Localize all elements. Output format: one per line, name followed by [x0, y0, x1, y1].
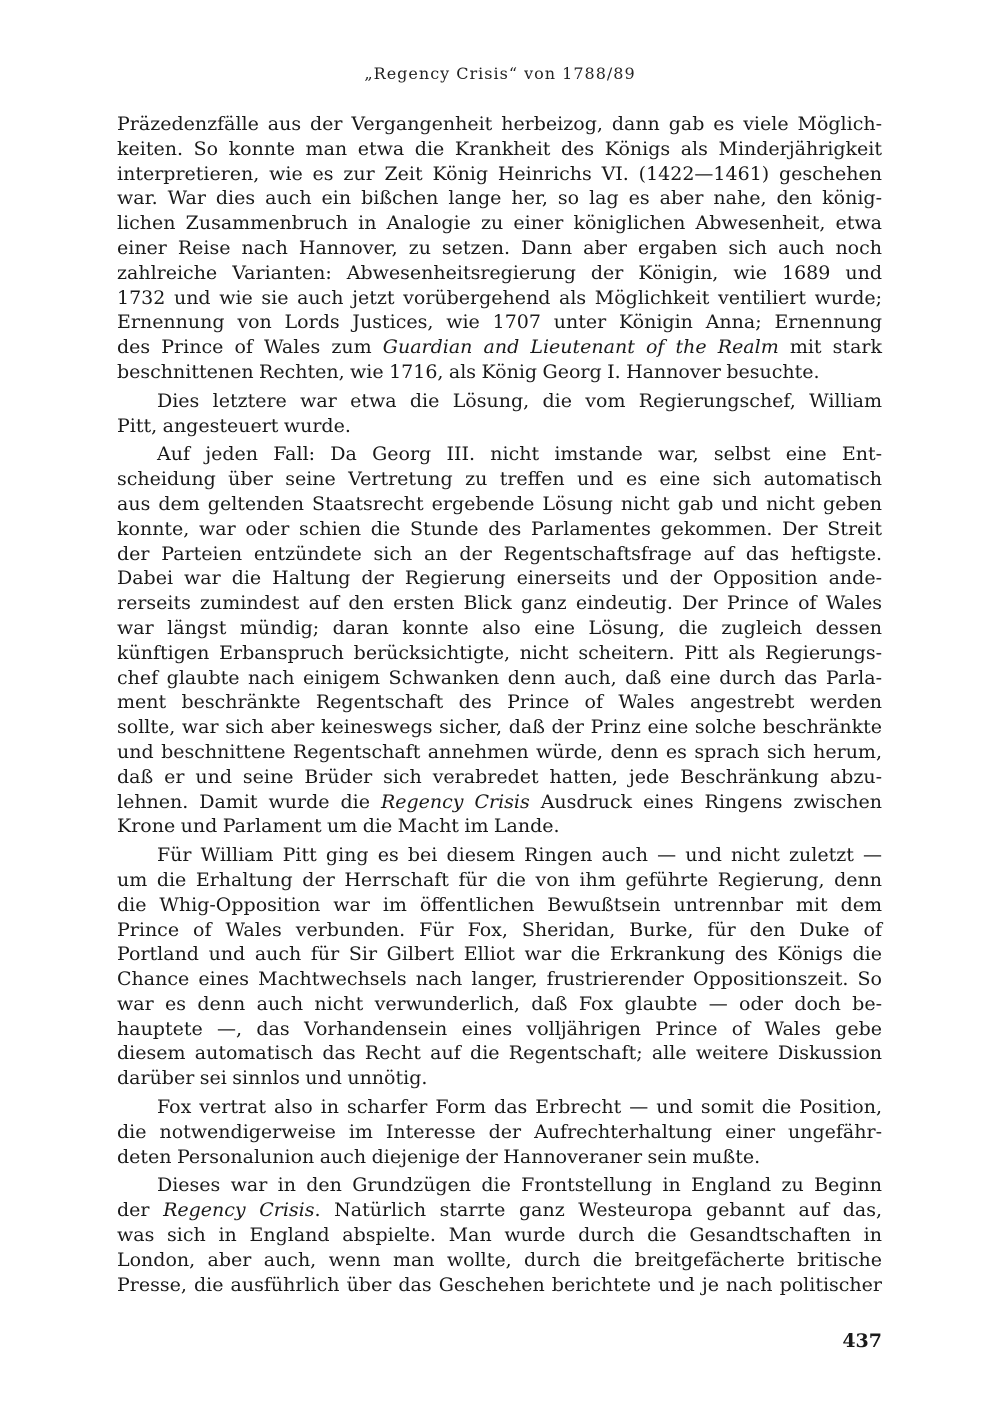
text-line: Pitt, angesteuert wurde.	[117, 414, 351, 437]
paragraph	[117, 1173, 882, 1297]
text-line: der Parteien entzündete sich an der Regentschaftsfrage auf das heftigste.	[117, 542, 882, 565]
paragraph	[117, 112, 882, 385]
text-line: war längst mündig; daran konnte also eine Lösung, die zugleich dessen	[117, 616, 882, 639]
text-line: scheidung über seine Vertretung zu treffen und es eine sich automatisch	[117, 468, 882, 491]
paragraph	[117, 843, 882, 1091]
text-line: Krone und Parlament um die Macht im Lande.	[117, 815, 560, 838]
text-line: Auf jeden Fall: Da Georg III. nicht imstande war, selbst eine Ent-	[157, 443, 882, 466]
text-line: Portland und auch für Sir Gilbert Elliot war die Erkrankung des Königs die	[117, 943, 882, 966]
text-line: was sich in England abspielte. Man wurde durch die Gesandtschaften in	[117, 1224, 882, 1247]
text-line: Präzedenzfälle aus der Vergangenheit herbeizog, dann gab es viele Möglich-	[117, 113, 882, 135]
text-line: deten Personalunion auch diejenige der Hannoveraner sein mußte.	[117, 1145, 761, 1168]
text-line: konnte, war oder schien die Stunde des Parlamentes gekommen. Der Streit	[117, 517, 882, 540]
paragraph	[117, 389, 882, 439]
text-line: aus dem geltenden Staatsrecht ergebende Lösung nicht gab und nicht geben	[117, 492, 882, 515]
italic-title: Regency Crisis	[163, 1199, 315, 1222]
text-line: des Prince of Wales zum Guardian and Lieutenant of the Realm mit stark	[117, 336, 882, 359]
text-line: keiten. So konnte man etwa die Krankheit des Königs als Minderjährigkeit	[117, 137, 882, 160]
text-line: diesem automatisch das Recht auf die Regentschaft; alle weitere Diskussion	[117, 1042, 882, 1065]
running-head: „Regency Crisis“ von 1788/89	[364, 64, 636, 83]
text-line: einer Reise nach Hannover, zu setzen. Dann aber ergaben sich auch noch	[117, 236, 882, 259]
text-line: darüber sei sinnlos und unnötig.	[117, 1067, 428, 1090]
text-line: und beschnittene Regentschaft annehmen würde, denn es sprach sich herum,	[117, 740, 882, 763]
text-line: war. War dies auch ein bißchen lange her, so lag es aber nahe, den könig-	[117, 187, 882, 210]
text-line: Chance eines Machtwechsels nach langer, frustrierender Oppositionszeit. So	[117, 968, 882, 991]
text-line: rerseits zumindest auf den ersten Blick ganz eindeutig. Der Prince of Wales	[117, 592, 882, 615]
text-line: lehnen. Damit wurde die Regency Crisis Ausdruck eines Ringens zwischen	[117, 790, 882, 813]
text-line: Dieses war in den Grundzügen die Frontstellung in England zu Beginn	[157, 1174, 882, 1197]
text-line: Fox vertrat also in scharfer Form das Erbrecht — und somit die Position,	[157, 1096, 882, 1119]
italic-title: Regency Crisis	[380, 790, 530, 813]
text-line: daß er und seine Brüder sich verabredet hatten, jede Beschränkung abzu-	[117, 765, 882, 788]
text-line: ment beschränkte Regentschaft des Prince of Wales angestrebt werden	[117, 691, 882, 714]
text-line: Prince of Wales verbunden. Für Fox, Sheridan, Burke, für den Duke of	[117, 918, 882, 941]
text-line: künftigen Erbanspruch berücksichtigte, nicht scheitern. Pitt als Regierungs-	[117, 641, 882, 664]
text-line: 1732 und wie sie auch jetzt vorübergehend als Möglichkeit ventiliert wurde;	[117, 286, 882, 309]
text-line: Für William Pitt ging es bei diesem Ringen auch — und nicht zuletzt —	[157, 844, 882, 867]
text-line: London, aber auch, wenn man wollte, durch die breitgefächerte britische	[117, 1248, 882, 1271]
text-line: beschnittenen Rechten, wie 1716, als König Georg I. Hannover besuchte.	[117, 360, 820, 383]
text-line: um die Erhaltung der Herrschaft für die von ihm geführte Regierung, denn	[117, 868, 882, 891]
text-line: lichen Zusammenbruch in Analogie zu einer königlichen Abwesenheit, etwa	[117, 212, 882, 235]
paragraph	[117, 1095, 882, 1169]
italic-title: Guardian and Lieutenant of the Realm	[382, 336, 779, 359]
text-line: zahlreiche Varianten: Abwesenheitsregierung der Königin, wie 1689 und	[117, 261, 882, 284]
text-line: Presse, die ausführlich über das Geschehen berichtete und je nach politischer	[117, 1273, 882, 1296]
page-number: 437	[842, 1330, 882, 1352]
text-line: sollte, war sich aber keineswegs sicher, daß der Prinz eine solche beschränkte	[117, 716, 882, 739]
text-line: Dabei war die Haltung der Regierung einerseits und der Opposition ande-	[117, 567, 882, 590]
text-line: hauptete —, das Vorhandensein eines volljährigen Prince of Wales gebe	[117, 1017, 882, 1040]
text-line: interpretieren, wie es zur Zeit König Heinrichs VI. (1422—1461) geschehen	[117, 162, 882, 185]
text-line: die notwendigerweise im Interesse der Aufrechterhaltung einer ungefähr-	[117, 1120, 882, 1143]
paragraph	[117, 442, 882, 839]
text-line: die Whig-Opposition war im öffentlichen Bewußtsein untrennbar mit dem	[117, 893, 882, 916]
text-line: chef glaubte nach einigem Schwanken denn auch, daß eine durch das Parla-	[117, 666, 882, 689]
text-line: war es denn auch nicht verwunderlich, daß Fox glaubte — oder doch be-	[117, 992, 882, 1015]
text-line: Ernennung von Lords Justices, wie 1707 unter Königin Anna; Ernennung	[117, 311, 882, 334]
text-line: der Regency Crisis. Natürlich starrte ganz Westeuropa gebannt auf das,	[117, 1199, 882, 1222]
body-text	[117, 112, 882, 1297]
text-line: Dies letztere war etwa die Lösung, die vom Regierungschef, William	[157, 389, 882, 412]
